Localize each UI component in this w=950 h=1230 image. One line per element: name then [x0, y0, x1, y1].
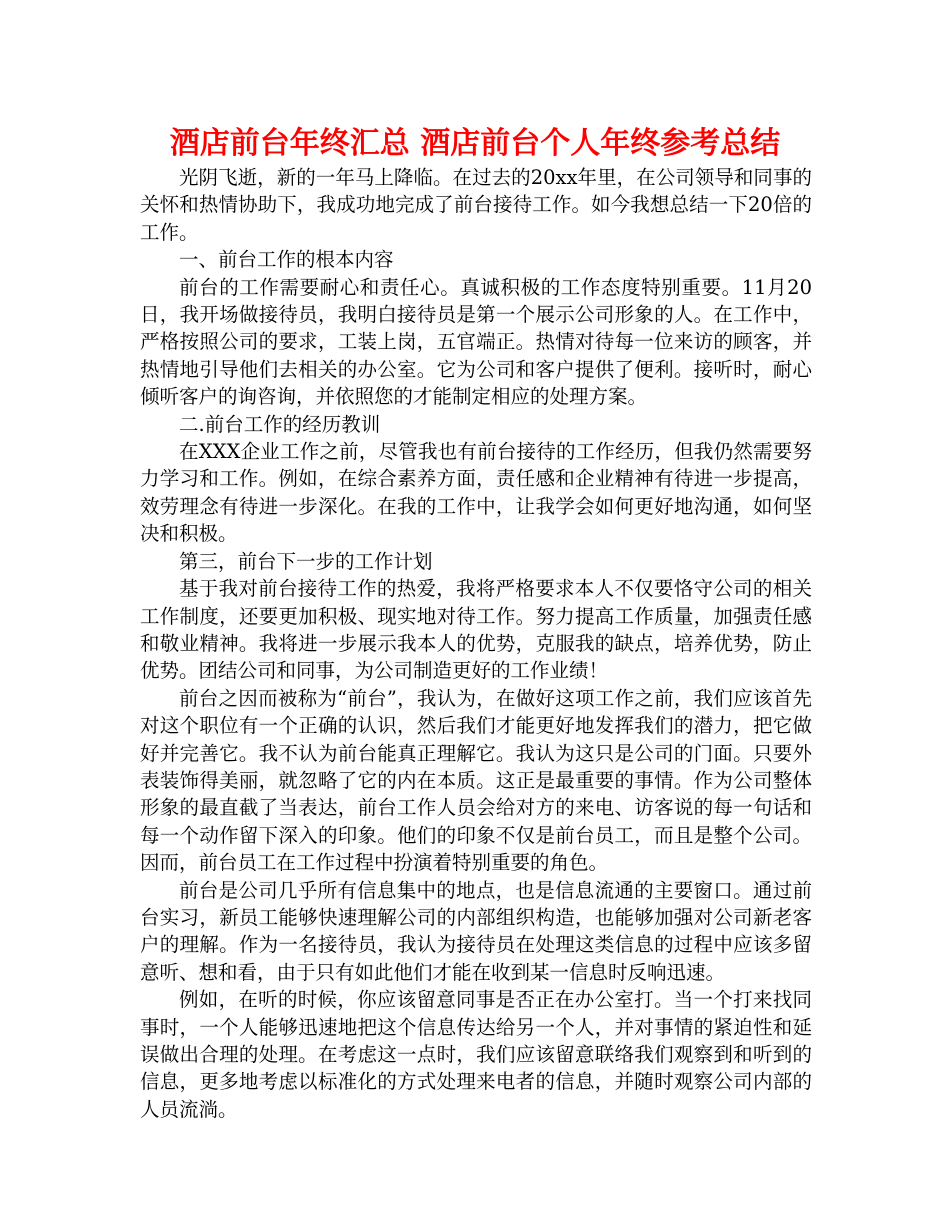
paragraph-plan: 基于我对前台接待工作的热爱，我将严格要求本人不仅要恪守公司的相关工作制度，还要更加积极、现实地对待工作。努力提高工作质量，加强责任感和敬业精神。我将进一步展示我本人的优势，克服我的缺点，培养优势，防止优势。团结公司和同事，为公司制造更好的工作业绩！ [140, 577, 812, 683]
paragraph-intro: 光阴飞逝，新的一年马上降临。在过去的20xx年里，在公司领导和同事的关怀和热情协助下，我成功地完成了前台接待工作。如今我想总结一下20倍的工作。 [140, 166, 812, 244]
document-body [140, 164, 812, 1123]
section-heading-2: 二.前台工作的经历教训 [179, 412, 381, 436]
paragraph-front-desk-role: 前台之因而被称为“前台”，我认为，在做好这项工作之前，我们应该首先对这个职位有一个正确的认识，然后我们才能更好地发挥我们的潜力，把它做好并完善它。我不认为前台能真正理解它。我认为这只是公司的门面。只要外表装饰得美丽，就忽略了它的内在本质。这正是最重要的事情。作为公司整体形象的最直截了当表达，前台工作人员会给对方的来电、访客说的每一句话和每一个动作留下深入的印象。他们的印象不仅是前台员工，而且是整个公司。因而，前台员工在工作过程中扮演着特别重要的角色。 [140, 686, 812, 875]
document-title: 酒店前台年终汇总 酒店前台个人年终参考总结 [169, 126, 781, 161]
section-heading-3: 第三，前台下一步的工作计划 [179, 549, 433, 573]
section-heading-1: 一、前台工作的根本内容 [179, 248, 394, 272]
paragraph-example: 例如，在听的时候，你应该留意同事是否正在办公室打。当一个打来找同事时，一个人能够迅速地把这个信息传达给另一个人，并对事情的紧迫性和延误做出合理的处理。在考虑这一点时，我们应该留意联络我们观察到和听到的信息，更多地考虑以标准化的方式处理来电者的信息，并随时观察公司内部的人员流淌。 [140, 988, 812, 1121]
paragraph-basic-content: 前台的工作需要耐心和责任心。真诚积极的工作态度特别重要。11月20日，我开场做接待员，我明白接待员是第一个展示公司形象的人。在工作中，严格按照公司的要求，工装上岗，五官端正。热情对待每一位来访的顾客，并热情地引导他们去相关的办公室。它为公司和客户提供了便利。接听时，耐心倾听客户的询咨询，并依照您的才能制定相应的处理方案。 [140, 275, 812, 409]
paragraph-experience: 在XXX企业工作之前，尽管我也有前台接待的工作经历，但我仍然需要努力学习和工作。例如，在综合素养方面，责任感和企业精神有待进一步提高，效劳理念有待进一步深化。在我的工作中，让我学会如何更好地沟通，如何坚决和积极。 [140, 440, 812, 546]
paragraph-information-hub: 前台是公司几乎所有信息集中的地点，也是信息流通的主要窗口。通过前台实习，新员工能够快速理解公司的内部组织构造，也能够加强对公司新老客户的理解。作为一名接待员，我认为接待员在处理这类信息的过程中应该多留意听、想和看，由于只有如此他们才能在收到某一信息时反响迅速。 [140, 878, 812, 984]
